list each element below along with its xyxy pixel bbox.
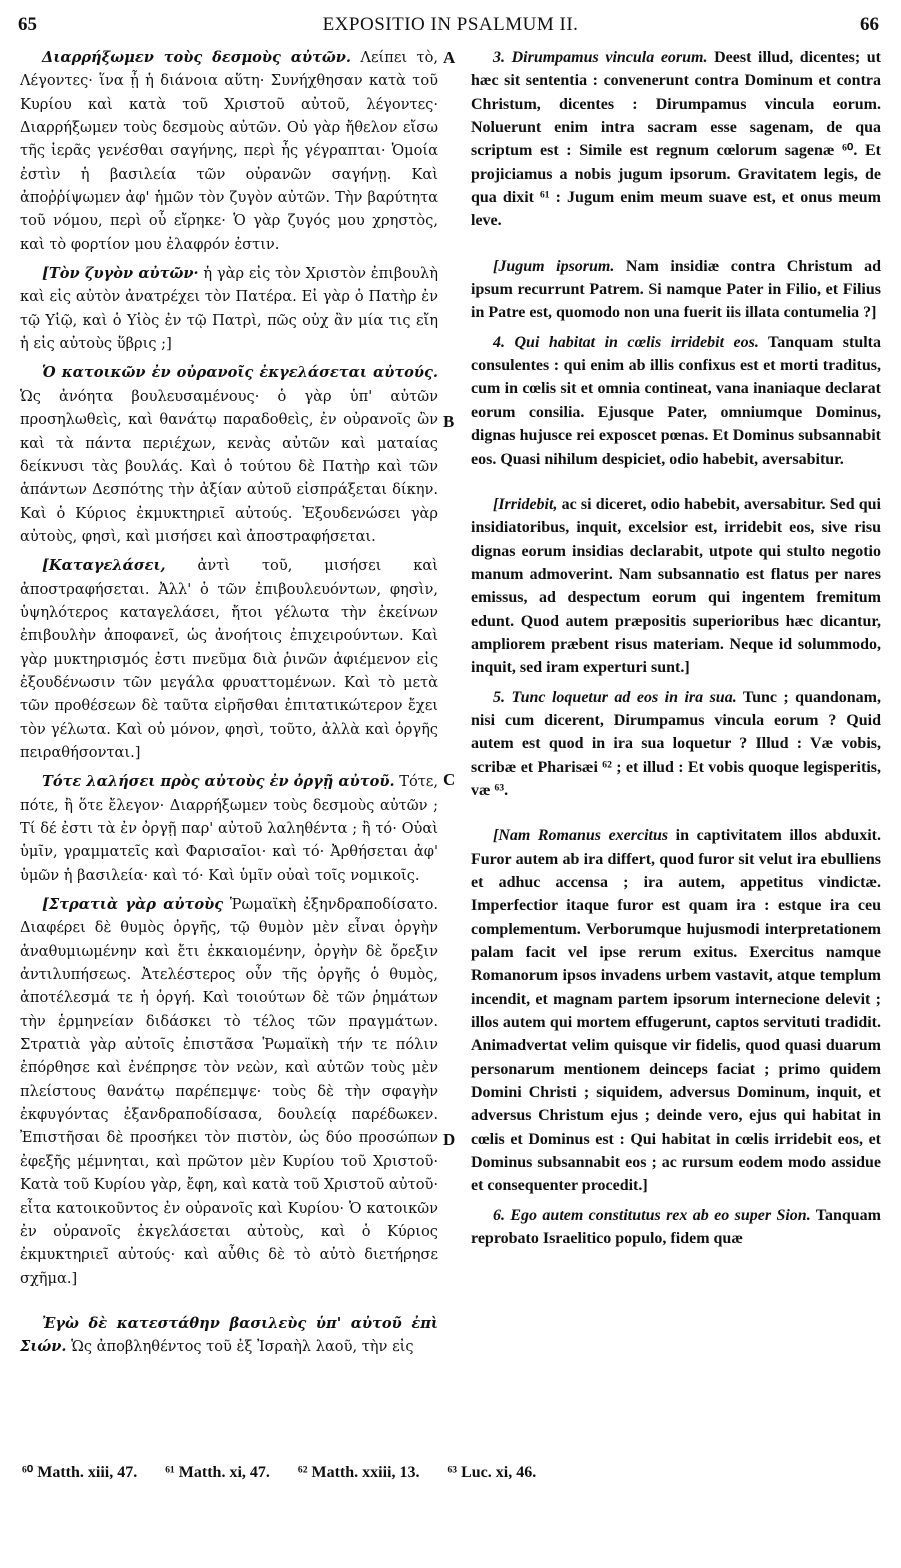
latin-text: in captivitatem illos abduxit. Furor autem ab ira differt, quod furor sit velut ira ebulliens et adhuc accensa ; ira autem, appetitus vindictæ. Imperfectior itaque furor est quam ira : estque ira ceu complementum. Verborumque hujusmodi interpretationem palam facit vel ipse rerum exitus. Exercitus namque Romanorum ipsos invadens urbem vastavit, atque templum incendit, et magnam partem ipsorum internecione delevit ; illos autem qui mortem effugerunt, captos servituti tradidit. Animadvertat velim quisque vir fidelis, quod quasi duarum personarum mentionem deinceps faciat ; primo quidem Domini Christi ; siquidem, adversus Dominum, inquit, et adversus Christum ejus ; deinde vero, ejus qui habitat in cœlis et Dominus est : Qui habitat in cœlis irridebit eos, et Dominus subsannabit eos ; ac rursum eodem modo assidue et consequenter procedit.]	[471, 827, 882, 1195]
greek-lemma: [Τὸν ζυγὸν αὐτῶν·	[42, 265, 199, 283]
running-title: EXPOSITIO IN PSALMUM II.	[322, 14, 579, 35]
greek-lemma: Διαρρήξωμεν τοὺς δεσμοὺς αὐτῶν.	[42, 49, 352, 66]
greek-paragraph	[20, 770, 438, 887]
footnote-62: ⁶² Matth. xxiii, 13.	[297, 1464, 420, 1481]
latin-lemma: 4. Qui habitat in cœlis irridebit eos.	[493, 333, 759, 351]
greek-paragraph	[20, 262, 438, 355]
latin-text: ac si diceret, odio habebit, aversabitur. Sed qui insidiatoribus, inquit, excelsior est, irridebit eos, sive risu dignas eorum insidias declarabit, utpote qui stulto negotio manum admoverint. Nam subsannatio est flatus per nares emissus, ad despectum eorum qui ingentem fremitum edunt. Quod autem præpositis superioribus hæc dicantur, ampliorem præbent risus materiam. Neque id solummodo, inquit, sed iram experturi sunt.]	[471, 495, 881, 677]
latin-text: Tanquam stulta consulentes : qui enim ab illis confixus est et morti traditus, cum in cœlis sit et omnia contineat, vana inaniaque declarat eorum consilia. Ejusque Pater, omniumque Dominus, dignas hujusce rei exposcet pœnas. Et Dominus subsannabit eos. Quasi nihilum despiciet, odio habebit, aversabitur.	[471, 333, 881, 468]
footnote-63: ⁶³ Luc. xi, 46.	[447, 1464, 537, 1481]
latin-paragraph	[471, 255, 881, 325]
page-header	[0, 14, 901, 44]
margin-marker-c: C	[443, 770, 456, 789]
latin-text: Tanquam reprobato Israelitico populo, fidem quæ	[471, 1206, 882, 1248]
greek-lemma: [Καταγελάσει,	[42, 557, 166, 575]
latin-text: Deest illud, dicentes; ut hæc sit sententia : convenerunt contra Dominum et contra Christum, dicentes : Dirumpamus vincula eorum. Noluerunt enim intra sacram esse sagenam, de qua scriptum est : Simile est regnum cœlorum sagenæ ⁶⁰. Et projiciamus a nobis jugum ipsorum. Gravitatem legis, de qua dixit ⁶¹ : Jugum enim meum suave est, et onus meum leve.	[471, 49, 881, 230]
latin-paragraph	[471, 493, 881, 680]
latin-column	[471, 46, 881, 1251]
latin-lemma: [Irridebit,	[493, 495, 558, 513]
latin-lemma: [Jugum ipsorum.	[493, 257, 615, 275]
greek-paragraph	[20, 361, 438, 548]
greek-paragraph	[20, 1312, 438, 1359]
latin-paragraph	[471, 686, 881, 803]
latin-paragraph	[471, 46, 881, 233]
footnote-61: ⁶¹ Matth. xi, 47.	[165, 1464, 270, 1481]
greek-paragraph	[20, 893, 438, 1290]
greek-lemma: Ἐγὼ δὲ κατεστάθην βασιλεὺς ὑπ' αὐτοῦ ἐπὶ Σιών.	[20, 1314, 438, 1356]
greek-text: Ῥωμαϊκὴ ἐξηνδραποδίσατο. Διαφέρει δὲ θυμὸς ὀργῆς, τῷ θυμὸν μὲν εἶναι ὀργὴν ἀναθυμιωμένην καὶ ἔτι ἐκκαιομένην, ὀργὴν δὲ ὄρεξιν ἀντιλυπήσεως. Ἀτελέστερος οὖν τῆς ὀργῆς ὁ θυμὸς, ἀποτέλεσμά τε ἡ ὀργή. Καὶ τοιούτων δὲ τῶν ῥημάτων τὴν ἑρμηνείαν διδάσκει τὸ τέλος τῶν πραγμάτων. Στρατιὰ γὰρ αὐτοῖς ἐπιστᾶσα Ῥωμαϊκὴ τήν τε πόλιν ἐπόρθησε καὶ ἐνέπρησε τὸν νεὼν, καὶ αὐτῶν τοὺς μὲν πλείστους θανάτῳ παρέπεμψε· τοὺς δὲ τὴν σφαγὴν ἐκφυγόντας ἐξανδραποδίσασα, δουλείᾳ παρέδωκεν. Ἐπιστῆσαι δὲ προσήκει τὸν πιστὸν, ὡς δύο προσώπων ἐφεξῆς μέμνηται, καὶ πρῶτον μὲν Κυρίου τοῦ Χριστοῦ· Κατὰ τοῦ Κυρίου γὰρ, ἔφη, καὶ κατὰ τοῦ Χριστοῦ αὐτοῦ· εἶτα κατοικοῦντος ἐν οὐρανοῖς καὶ Κυρίου· Ὁ κατοικῶν ἐν οὐρανοῖς ἐκγελάσεται αὐτοὺς, καὶ ὁ Κύριος ἐκμυκτηριεῖ αὐτούς· καὶ αὖθις δὲ τὸ αὐτὸ διετήρησε σχῆμα.]	[20, 896, 439, 1287]
margin-marker-d: D	[443, 1130, 456, 1149]
greek-text: Λείπει τὸ, Λέγοντες· ἵνα ᾖ ἡ διάνοια αὕτη· Συνήχθησαν κατὰ τοῦ Κυρίου καὶ κατὰ τοῦ Χριστοῦ αὐτοῦ, λέγοντες· Διαρρήξωμεν τοὺς δεσμοὺς αὐτῶν. Οὐ γὰρ ἤθελον εἴσω τῆς ἱερᾶς γενέσθαι σαγήνης, περὶ ἧς γέγραπται· Ὁμοία ἐστὶν ἡ βασιλεία τῶν οὐρανῶν σαγήνῃ. Καὶ ἀποῤῥίψωμεν ἀφ' ἡμῶν τὸν ζυγὸν αὐτῶν. Τὴν βαρύτητα τοῦ νόμου, περὶ οὗ εἴρηκε· Ὁ γὰρ ζυγός μου χρηστὸς, καὶ τὸ φορτίον μου ἐλαφρόν ἐστιν.	[20, 49, 439, 253]
greek-paragraph	[20, 554, 438, 764]
greek-text: Ὡς ἀποβληθέντος τοῦ ἐξ Ἰσραὴλ λαοῦ, τὴν εἰς	[66, 1338, 414, 1356]
latin-text: Tunc ; quandonam, nisi cum dicerent, Dirumpamus vincula eorum ? Quid autem est quod in ira sua loquetur ? Illud : Væ vobis, scribæ et Pharisæi ⁶² ; et illud : Et vobis quoque legisperitis, væ ⁶³.	[471, 688, 882, 799]
margin-marker-a: A	[443, 48, 456, 67]
latin-paragraph	[471, 331, 881, 471]
greek-lemma: Τότε λαλήσει πρὸς αὐτοὺς ἐν ὀργῇ αὐτοῦ.	[42, 773, 395, 791]
latin-lemma: [Nam Romanus exercitus	[493, 827, 669, 845]
latin-paragraph	[471, 824, 881, 1198]
greek-lemma: [Στρατιὰ γὰρ αὐτοὺς	[42, 896, 224, 914]
latin-text: Nam insidiæ contra Christum ad ipsum recurrunt Patrem. Si namque Pater in Filio, et Filius in Patre est, quomodo non una fuerit iis illata contumelia ?]	[471, 257, 881, 322]
greek-column	[20, 46, 438, 1359]
footnote-60: ⁶⁰ Matth. xiii, 47.	[22, 1464, 138, 1481]
latin-paragraph	[471, 1204, 881, 1251]
latin-lemma: 3. Dirumpamus vincula eorum.	[493, 49, 708, 66]
footnotes	[22, 1462, 882, 1482]
greek-text: ἡ γὰρ εἰς τὸν Χριστὸν ἐπιβουλὴ καὶ εἰς αὐτὸν ἀνατρέχει τὸν Πατέρα. Εἰ γὰρ ὁ Πατὴρ ἐν τῷ Υἱῷ, καὶ ὁ Υἱὸς ἐν τῷ Πατρὶ, πῶς οὐχ ἂν μία τις εἴη ἡ εἰς αὐτοὺς ὕβρις ;]	[20, 265, 438, 353]
greek-lemma: Ὁ κατοικῶν ἐν οὐρανοῖς ἐκγελάσεται αὐτούς.	[42, 364, 438, 382]
left-page-number: 65	[18, 14, 37, 35]
latin-lemma: 6. Ego autem constitutus rex ab eo super Sion.	[493, 1206, 811, 1224]
greek-text: ἀντὶ τοῦ, μισήσει καὶ ἀποστραφήσεται. Ἀλλ' ὁ τῶν ἐπιβουλευόντων, φησὶν, ὑψηλότερος καταγελάσει, ἤτοι γέλωτα τὴν ἐκείνων ἐπιβουλὴν ἀποφανεῖ, ὡς ἀνοήτοις ἐπιχειρούντων. Καὶ γὰρ μυκτηρισμός ἐστι πνεῦμα διὰ ῥινῶν ἀφιέμενον εἰς ἐξουδένωσιν τῶν μεγάλα φρυαττομένων. Καὶ τὸ μετὰ τῶν προθέσεων δὲ ταῦτα εἰρῆσθαι ἐπιτατικώτερον ἔχει τὸν γέλωτα. Καὶ οὐ μόνον, φησὶ, τοῦτο, ἀλλὰ καὶ ὀργῆς πειραθήσονται.]	[20, 557, 438, 761]
greek-text: Ὡς ἀνόητα βουλευσαμένους· ὁ γὰρ ὑπ' αὐτῶν προσηλωθεὶς, καὶ θανάτῳ παραδοθεὶς, ἐν οὐρανοῖς ὢν καὶ τὰ πάντα περιέχων, κενὰς αὐτῶν καὶ ματαίας δείκνυσι τὰς βουλάς. Καὶ ὁ τούτου δὲ Πατὴρ καὶ τῶν ἁπάντων Δεσπότης τὴν ἀξίαν αὐτοῦ εἰσπράξεται δίκην. Καὶ ὁ Κύριος ἐκμυκτηριεῖ αὐτούς. Ἐξουδενώσει γὰρ αὐτοὺς, φησὶ, καὶ μισήσει καὶ ἀποστραφήσεται.	[20, 387, 438, 545]
margin-marker-b: B	[443, 412, 455, 431]
latin-lemma: 5. Tunc loquetur ad eos in ira sua.	[493, 688, 737, 706]
greek-paragraph	[20, 46, 438, 256]
greek-text: Τότε, πότε, ἢ ὅτε ἔλεγον· Διαρρήξωμεν τοὺς δεσμοὺς αὐτῶν ; Τί δέ ἐστι τὰ ἐν ὀργῇ παρ' αὐτοῦ λαληθέντα ; ἢ τό· Οὐαὶ ὑμῖν, γραμματεῖς καὶ Φαρισαῖοι· καὶ τό· Ἀρθήσεται ἀφ' ὑμῶν ἡ βασιλεία· καὶ τό· Καὶ ὑμῖν οὐαὶ τοῖς νομικοῖς.	[20, 773, 439, 884]
right-page-number: 66	[860, 14, 879, 35]
